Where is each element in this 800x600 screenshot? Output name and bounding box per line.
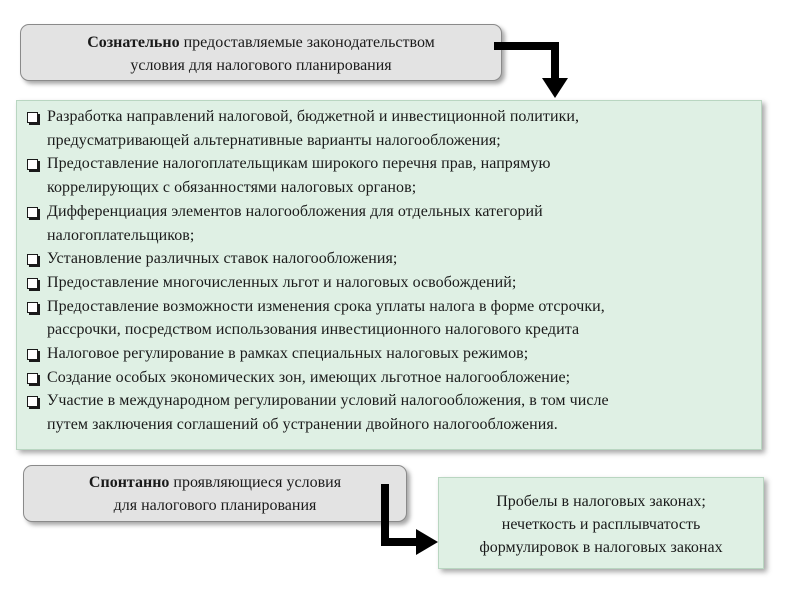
gaps-line3: формулировок в налоговых законах xyxy=(479,539,723,556)
gaps-line2: нечеткость и расплывчатость xyxy=(501,516,701,533)
list-item: Дифференциация элементов налогообложения для отдельных категорий налогоплательщиков; xyxy=(27,200,753,247)
measures-box xyxy=(16,100,762,450)
gaps-line1: Пробелы в налоговых законах; xyxy=(496,493,706,510)
checkbox-bullet-icon xyxy=(27,159,38,170)
checkbox-bullet-icon xyxy=(27,278,38,289)
arrow-down-icon xyxy=(490,30,580,102)
deliberate-keyword: Сознательно xyxy=(87,34,180,51)
spontaneous-conditions-line1 xyxy=(24,471,406,494)
legislative-gaps-box xyxy=(438,477,764,569)
checkbox-bullet-icon xyxy=(27,373,38,384)
spontaneous-keyword: Спонтанно xyxy=(88,474,170,491)
deliberate-conditions-box xyxy=(20,24,502,81)
checkbox-bullet-icon xyxy=(27,396,38,407)
deliberate-conditions-line1 xyxy=(21,31,501,54)
checkbox-bullet-icon xyxy=(27,112,38,123)
spontaneous-conditions-line2: для налогового планирования xyxy=(113,497,317,514)
list-item: Предоставление налогоплательщикам широкого перечня прав, напрямую коррелирующих с обязанностями налоговых органов; xyxy=(27,152,753,199)
checkbox-bullet-icon xyxy=(27,302,38,313)
list-item: Разработка направлений налоговой, бюджетной и инвестиционной политики, предусматривающей альтернативные варианты налогообложения; xyxy=(27,105,753,152)
list-item: Налоговое регулирование в рамках специальных налоговых режимов; xyxy=(27,342,753,366)
arrow-right-icon xyxy=(372,480,442,560)
measures-list xyxy=(27,105,753,437)
list-item: Предоставление многочисленных льгот и налоговых освобождений; xyxy=(27,271,753,295)
spontaneous-conditions-box xyxy=(23,465,407,522)
checkbox-bullet-icon xyxy=(27,207,38,218)
list-item: Участие в международном регулировании условий налогообложения, в том числе путем заключения соглашений об устранении двойного налогообложения. xyxy=(27,389,753,436)
deliberate-conditions-line2: условия для налогового планирования xyxy=(130,57,392,74)
list-item: Предоставление возможности изменения срока уплаты налога в форме отсрочки, рассрочки, посредством использования инвестиционного налогового кредита xyxy=(27,295,753,342)
checkbox-bullet-icon xyxy=(27,349,38,360)
list-item: Создание особых экономических зон, имеющих льготное налогообложение; xyxy=(27,366,753,390)
checkbox-bullet-icon xyxy=(27,254,38,265)
spontaneous-conditions-text: проявляющиеся условия xyxy=(169,474,342,491)
list-item: Установление различных ставок налогообложения; xyxy=(27,247,753,271)
deliberate-conditions-text: предоставляемые законодательством xyxy=(179,34,435,51)
